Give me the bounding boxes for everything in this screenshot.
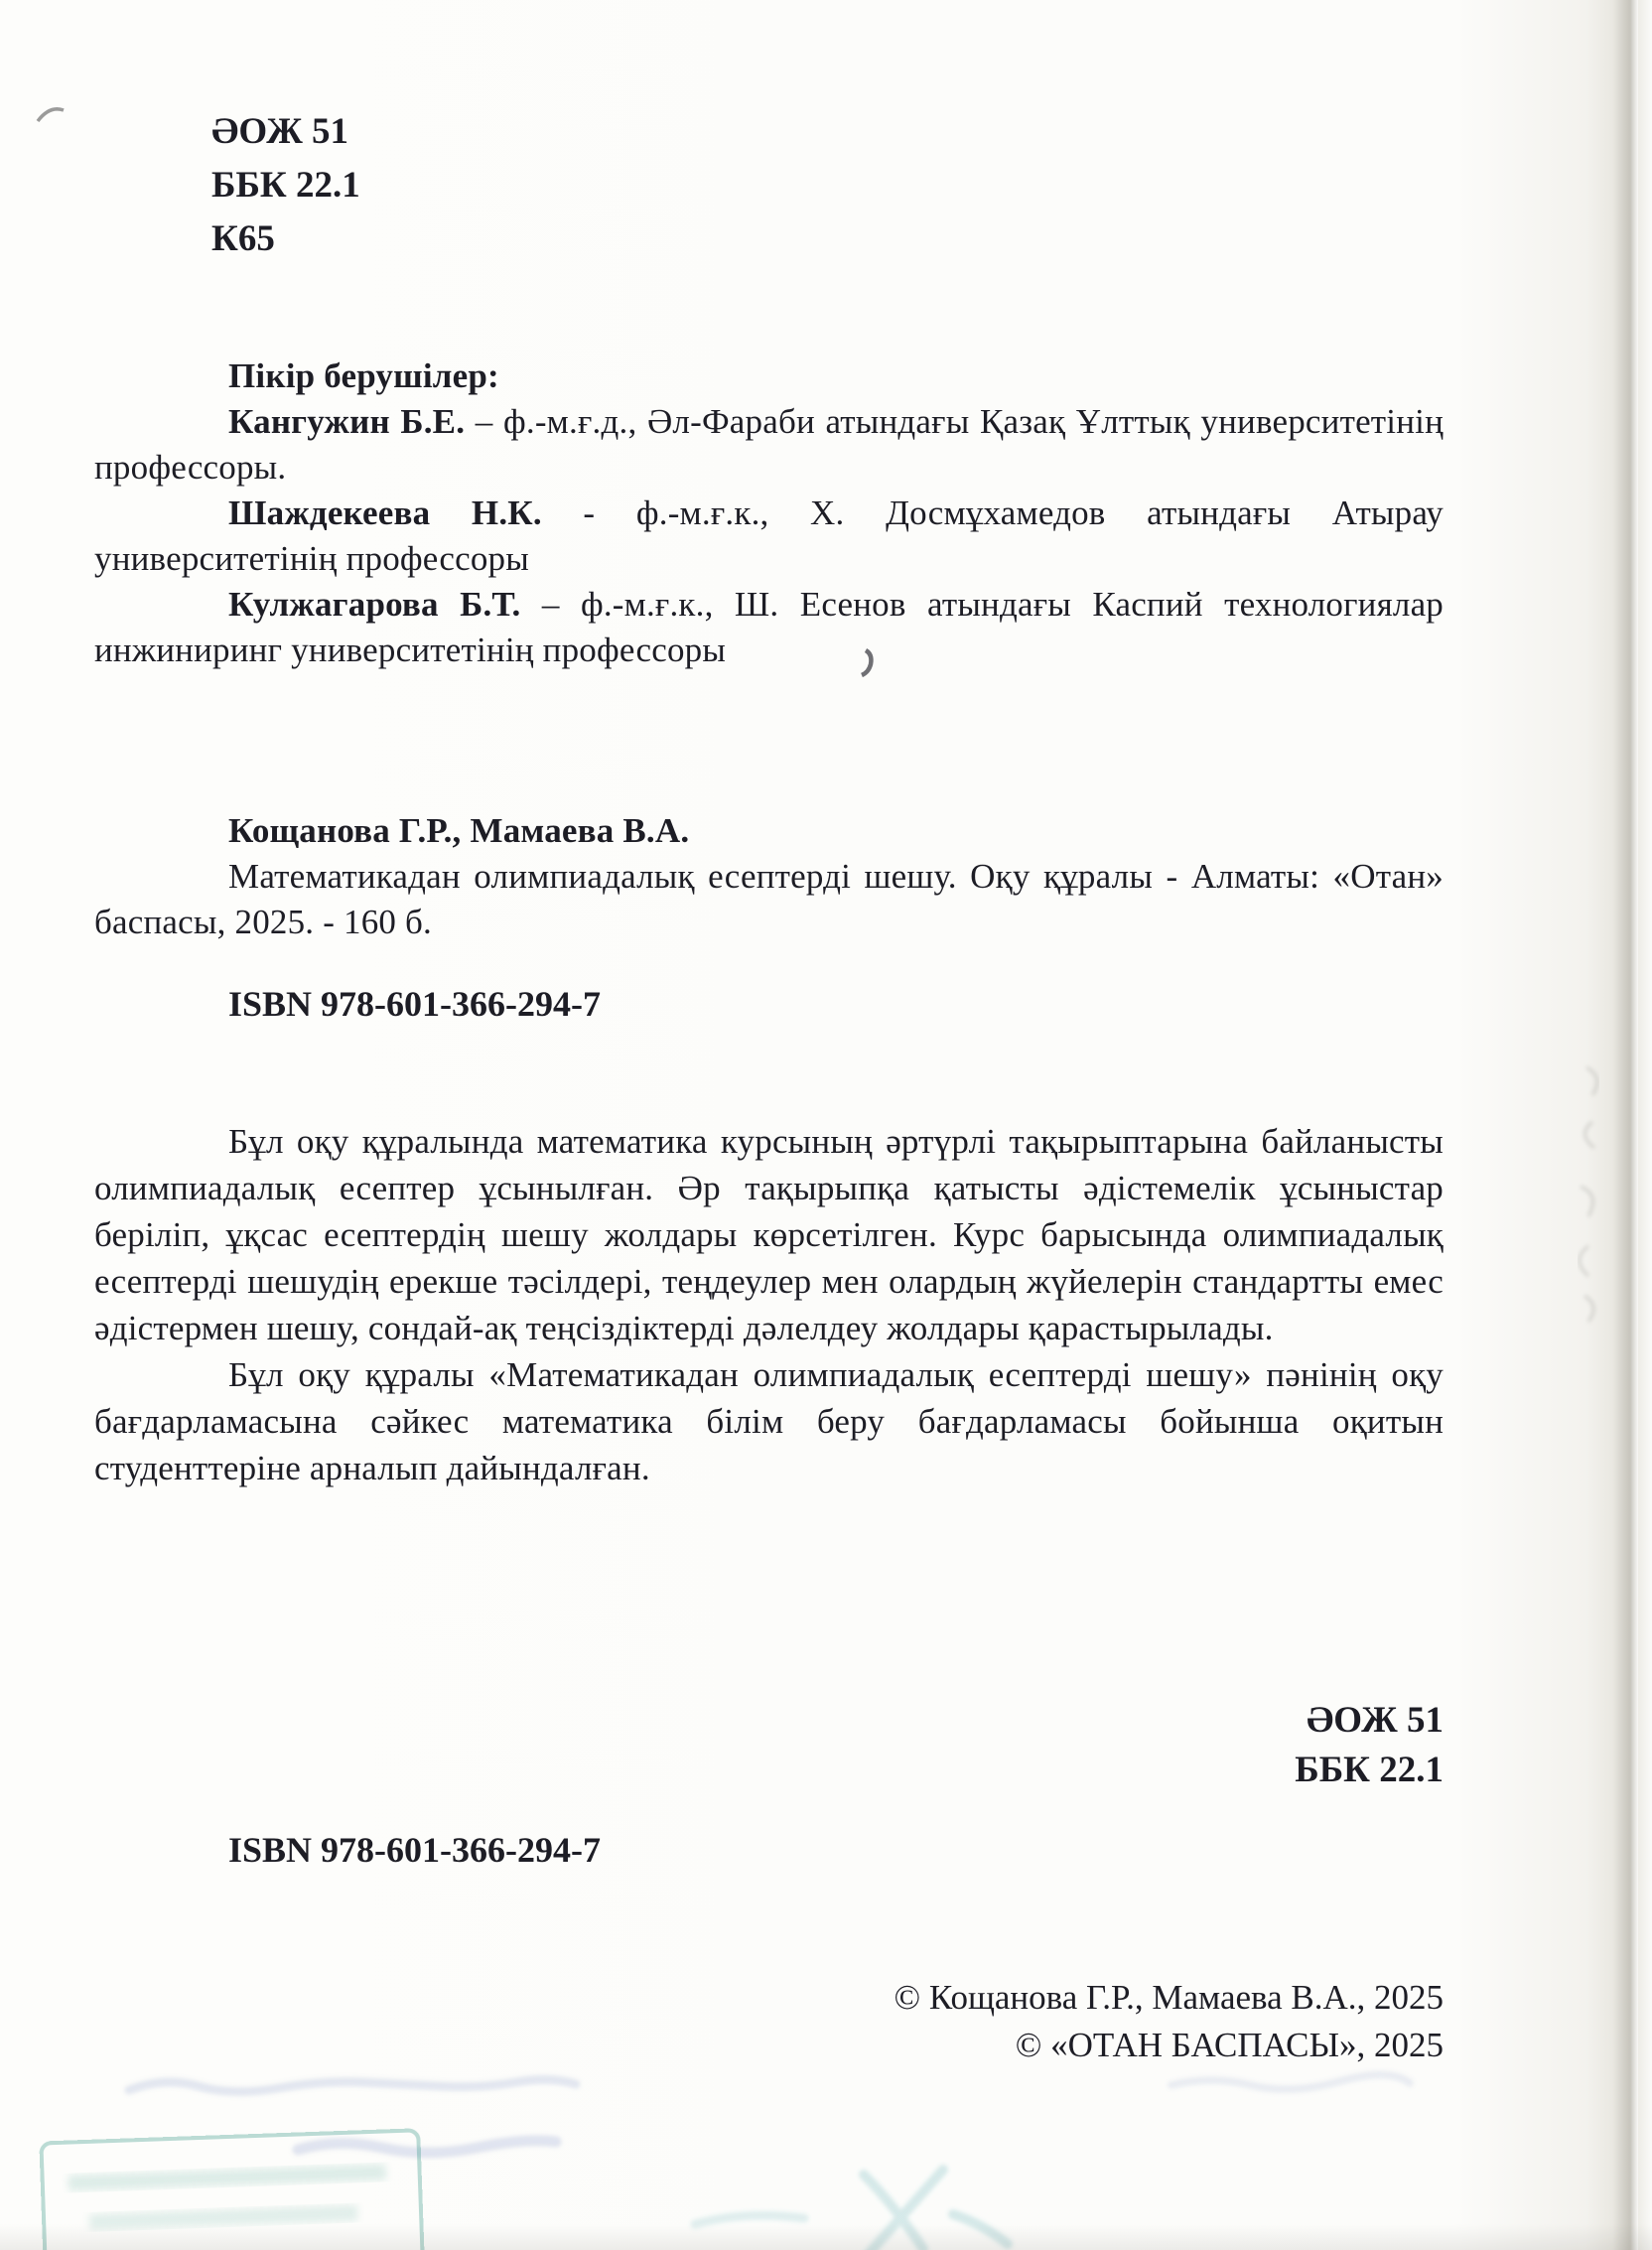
bbk-code: ББК 22.1 [211,165,360,206]
edition-section [94,808,1444,945]
copyright-publisher-line: © «ОТАН БАСПАСЫ», 2025 [1015,2026,1444,2064]
reviewers-section [94,353,1444,673]
scan-artifact-tick [38,109,64,121]
scan-artifact-creases [1580,1067,1597,1322]
reviewer-description: ф.-м.ғ.к., Ш. Есенов атындағы Каспий технологиялар инжиниринг университетінің профессоры [94,585,1445,669]
classification-codes-bottom [1295,1696,1444,1795]
reviewer-separator: - [583,493,596,532]
bbk-code-bottom: ББК 22.1 [1295,1750,1444,1790]
reviewers-heading-text: Пікір берушілер: [228,356,499,395]
reviewer-entry [94,399,1444,491]
isbn-top: ISBN 978-601-366-294-7 [228,984,601,1024]
annotation-section [94,1118,1444,1491]
authors-names: Кощанова Г.Р., Мамаева В.А. [228,811,690,850]
copyright-section [895,1974,1445,2069]
scan-bottom-shadow [0,2224,1652,2250]
reviewer-name: Шаждекеева Н.К. [228,493,542,532]
library-stamp [41,2130,423,2250]
annotation-paragraph-1: Бұл оқу құралында математика курсының әртүрлі тақырыптарына байланысты олимпиадалық есептер ұсынылған. Әр тақырыпқа қатысты әдістемелік ұсыныстар беріліп, ұқсас есептердің шешу жолдары көрсетілген. Курс барысында олимпиадалық есептерді шешудің ерекше тәсілдері, теңдеулер мен олардың жүйелерін стандартты емес әдістермен шешу, сондай-ақ теңсіздіктерді дәлелдеу жолдары қарастырылады. [94,1122,1444,1347]
reviewer-entry [94,491,1444,582]
udc-code: ӘОЖ 51 [211,111,349,152]
reviewer-entry [94,582,1444,673]
reviewer-name: Кулжагарова Б.Т. [228,585,521,624]
classification-codes-top [211,105,360,266]
handwriting-marks [129,2074,1410,2153]
reviewer-separator: – [475,402,493,441]
reviewer-description: ф.-м.ғ.д., Әл-Фараби атындағы Қазақ Ұлттық университетінің профессоры. [94,402,1445,487]
isbn-bottom: ISBN 978-601-366-294-7 [228,1830,601,1870]
reviewer-separator: – [541,585,560,624]
scan-edge-shadow [1612,0,1638,2250]
annotation-paragraph-2: Бұл оқу құралы «Математикадан олимпиадалық есептерді шешу» пәнінің оқу бағдарламасына сәйкес математика білім беру бағдарламасы бойынша оқитын студенттеріне арналып дайындалған. [94,1355,1444,1487]
reviewers-heading [94,353,1444,399]
reviewer-name: Кангужин Б.Е. [228,402,466,441]
pen-scribble [695,2170,1008,2250]
bibliography-record: Математикадан олимпиадалық есептерді шешу. Оқу құралы - Алматы: «Отан» баспасы, 2025. - 160 б. [94,857,1444,941]
copyright-authors-line: © Кощанова Г.Р., Мамаева В.А., 2025 [894,1978,1444,2017]
author-sign-code: К65 [211,218,275,259]
authors-line [94,808,1444,854]
reviewer-description: ф.-м.ғ.к., Х. Досмұхамедов атындағы Атырау университетінің профессоры [94,493,1445,578]
udc-code-bottom: ӘОЖ 51 [1306,1700,1444,1741]
